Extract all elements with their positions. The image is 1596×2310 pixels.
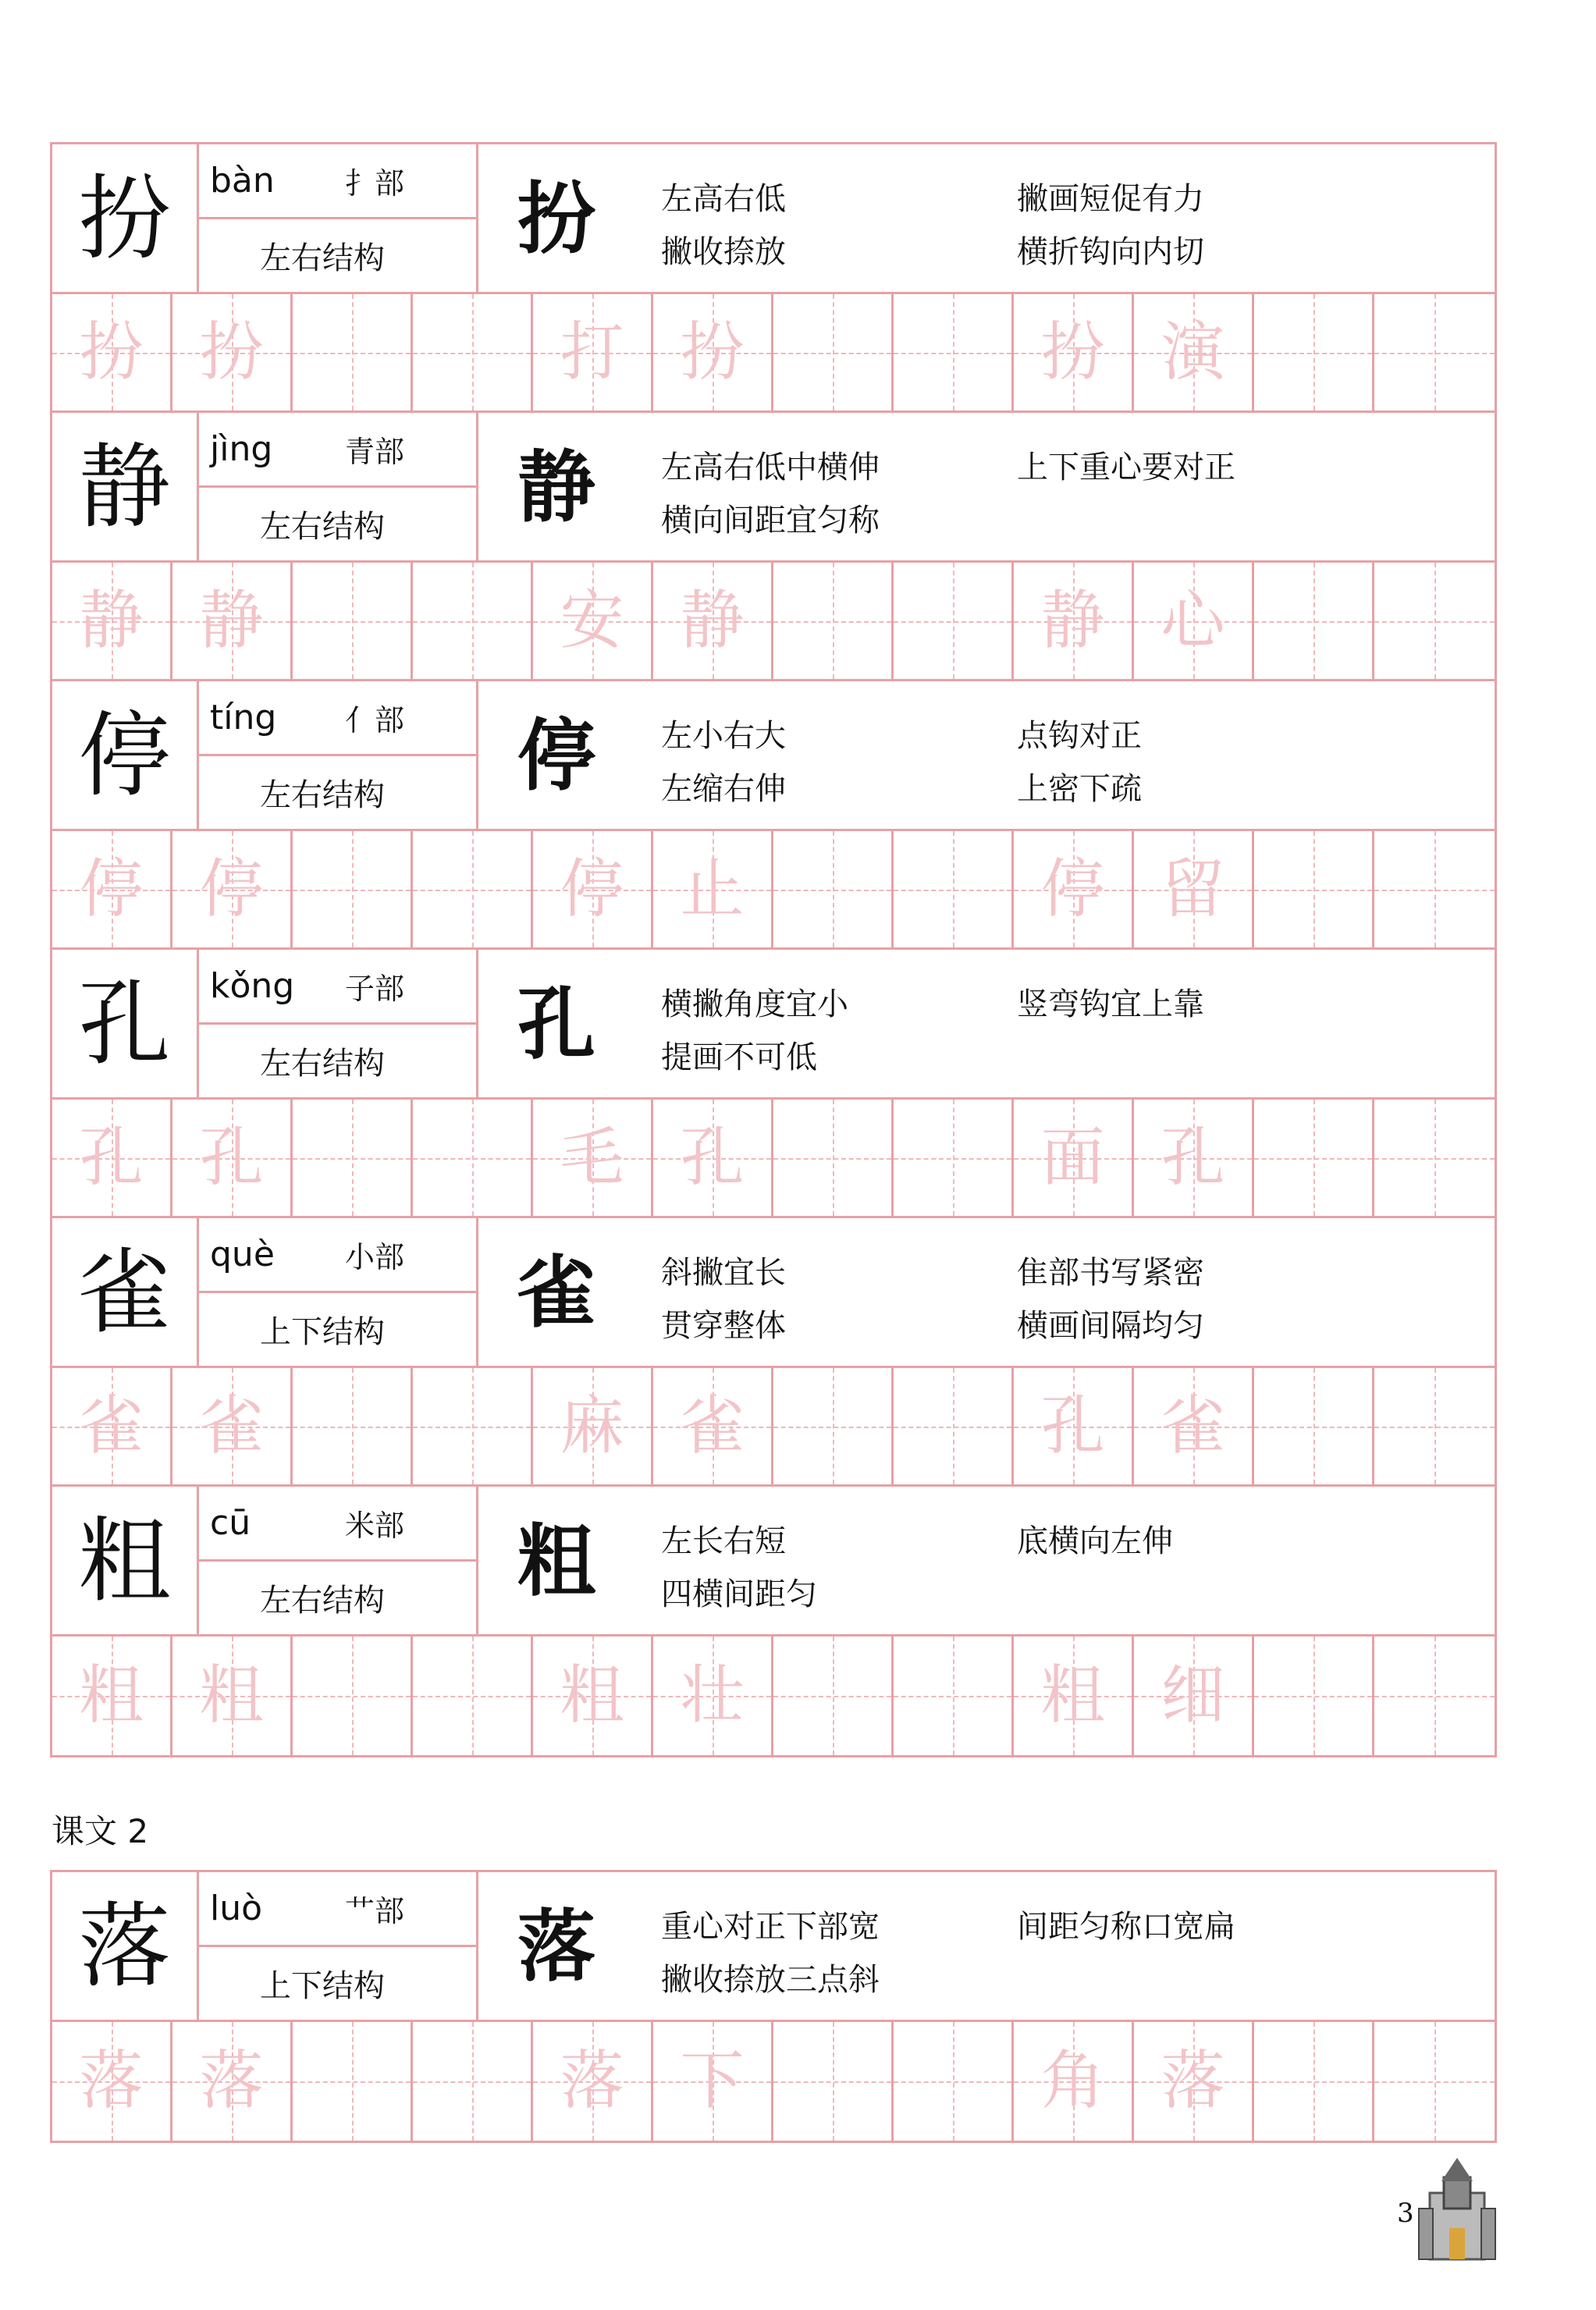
trace-character: 下: [680, 2044, 745, 2118]
character-meta: [199, 144, 478, 292]
publisher-logo-icon: [1414, 2154, 1500, 2263]
writing-tips: [634, 681, 1495, 829]
radical: 亻部: [344, 703, 404, 737]
practice-cell[interactable]: [52, 1368, 172, 1484]
practice-cell[interactable]: [1134, 2022, 1254, 2141]
character-info-row: [52, 681, 1495, 831]
practice-cell[interactable]: [533, 1100, 653, 1216]
tip-4: 上密下疏: [1017, 771, 1142, 807]
pinyin-cell: [199, 1218, 476, 1293]
practice-cell[interactable]: [1374, 1100, 1495, 1216]
practice-cell[interactable]: [653, 1368, 773, 1484]
radical: 小部: [344, 1240, 404, 1274]
practice-cell[interactable]: [653, 294, 773, 410]
practice-cell[interactable]: [293, 294, 413, 410]
practice-cell[interactable]: [293, 1100, 413, 1216]
stroke-guide: [478, 413, 634, 560]
practice-row: [52, 563, 1495, 681]
stroke-guide: [478, 144, 634, 292]
practice-cell[interactable]: [52, 831, 172, 947]
practice-cell[interactable]: [1374, 294, 1495, 410]
character-meta: [199, 950, 478, 1097]
trace-character: 停: [199, 851, 264, 926]
practice-cell[interactable]: [653, 1637, 773, 1755]
practice-cell[interactable]: [293, 2022, 413, 2141]
practice-cell[interactable]: [1374, 1637, 1495, 1755]
radical: 米部: [344, 1509, 404, 1543]
practice-cell[interactable]: [533, 831, 653, 947]
character-meta: [199, 1218, 478, 1366]
character-info-row: [52, 1218, 1495, 1368]
structure: 左右结构: [260, 509, 385, 545]
practice-cell[interactable]: [1254, 1100, 1374, 1216]
practice-cell[interactable]: [413, 1637, 533, 1755]
tip-2: 贯穿整体: [661, 1308, 786, 1344]
practice-cell[interactable]: [172, 294, 293, 410]
pinyin: bàn: [210, 161, 275, 201]
trace-character: 孔: [680, 1120, 745, 1195]
practice-cell[interactable]: [172, 563, 293, 679]
radical: 艹部: [344, 1894, 404, 1928]
trace-character: 演: [1161, 315, 1225, 389]
tip-4: 横折钩向内切: [1017, 234, 1204, 270]
page-number: 3: [1397, 2198, 1414, 2229]
practice-cell[interactable]: [172, 1637, 293, 1755]
tip-1: 重心对正下部宽: [661, 1909, 880, 1945]
practice-cell[interactable]: [52, 563, 172, 679]
practice-cell[interactable]: [1134, 1100, 1254, 1216]
stroke-guide-character: 扮: [517, 172, 595, 265]
practice-cell[interactable]: [1134, 831, 1254, 947]
practice-cell[interactable]: [1254, 1637, 1374, 1755]
practice-cell[interactable]: [773, 294, 894, 410]
stroke-guide: [478, 1872, 634, 2020]
tip-1: 左小右大: [661, 718, 786, 754]
tip-2: 撇收捺放三点斜: [661, 1962, 880, 1998]
character-meta: [199, 413, 478, 560]
trace-character: 扮: [1040, 315, 1105, 389]
model-character: 雀: [52, 1218, 199, 1366]
structure: 左右结构: [260, 1046, 385, 1082]
practice-cell[interactable]: [52, 2022, 172, 2141]
trace-character: 雀: [199, 1388, 264, 1463]
practice-cell[interactable]: [653, 2022, 773, 2141]
practice-cell[interactable]: [293, 1637, 413, 1755]
tip-3: 上下重心要对正: [1017, 450, 1235, 485]
practice-cell[interactable]: [413, 831, 533, 947]
writing-tips: [634, 144, 1495, 292]
practice-cell[interactable]: [1134, 563, 1254, 679]
writing-tips: [634, 1872, 1495, 2020]
practice-cell[interactable]: [653, 563, 773, 679]
practice-row: [52, 1637, 1495, 1755]
writing-tips: [634, 413, 1495, 560]
structure: 左右结构: [260, 1583, 385, 1619]
tip-3: 撇画短促有力: [1017, 181, 1204, 217]
stroke-guide: [478, 681, 634, 829]
tip-1: 左高右低: [661, 181, 786, 217]
stroke-guide-character: 孔: [517, 977, 595, 1070]
practice-cell[interactable]: [1134, 1368, 1254, 1484]
pinyin-cell: [199, 1872, 476, 1947]
writing-tips: [634, 1487, 1495, 1634]
trace-character: 扮: [680, 315, 745, 389]
practice-cell[interactable]: [293, 1368, 413, 1484]
trace-character: 孔: [199, 1120, 264, 1195]
trace-character: 打: [560, 315, 624, 389]
practice-row: [52, 294, 1495, 413]
trace-character: 孔: [1161, 1120, 1225, 1195]
pinyin: cū: [210, 1503, 251, 1543]
practice-row: [52, 1100, 1495, 1218]
trace-character: 雀: [680, 1388, 745, 1463]
practice-cell[interactable]: [1254, 1368, 1374, 1484]
pinyin-cell: [199, 950, 476, 1025]
practice-cell[interactable]: [894, 1637, 1014, 1755]
radical: 扌部: [344, 166, 404, 201]
practice-cell[interactable]: [533, 2022, 653, 2141]
practice-row: [52, 2022, 1495, 2141]
trace-character: 止: [680, 851, 745, 926]
pinyin-cell: [199, 144, 476, 219]
character-table-1: [50, 142, 1497, 1757]
trace-character: 粗: [79, 1658, 144, 1732]
tip-2: 横向间距宜匀称: [661, 503, 880, 538]
practice-cell[interactable]: [413, 294, 533, 410]
practice-cell[interactable]: [1374, 563, 1495, 679]
trace-character: 落: [79, 2044, 144, 2118]
character-info-row: [52, 144, 1495, 294]
trace-character: 角: [1040, 2044, 1105, 2118]
stroke-guide-character: 静: [517, 440, 595, 533]
trace-character: 粗: [199, 1658, 264, 1732]
practice-cell[interactable]: [413, 2022, 533, 2141]
stroke-guide: [478, 1218, 634, 1366]
character-meta: [199, 681, 478, 829]
character-info-row: [52, 1872, 1495, 2022]
practice-cell[interactable]: [773, 1637, 894, 1755]
practice-cell[interactable]: [172, 1100, 293, 1216]
trace-character: 心: [1161, 583, 1225, 658]
practice-cell[interactable]: [1014, 1368, 1134, 1484]
practice-cell[interactable]: [1374, 2022, 1495, 2141]
character-table-2: [50, 1870, 1497, 2143]
practice-cell[interactable]: [533, 294, 653, 410]
pinyin: luò: [210, 1889, 263, 1928]
practice-cell[interactable]: [1134, 294, 1254, 410]
practice-cell[interactable]: [1014, 1637, 1134, 1755]
practice-cell[interactable]: [52, 1100, 172, 1216]
practice-cell[interactable]: [293, 831, 413, 947]
trace-character: 毛: [560, 1120, 624, 1195]
writing-tips: [634, 950, 1495, 1097]
model-character: 停: [52, 681, 199, 829]
writing-tips: [634, 1218, 1495, 1366]
stroke-guide: [478, 1487, 634, 1634]
practice-cell[interactable]: [1014, 831, 1134, 947]
stroke-guide-character: 雀: [517, 1246, 595, 1338]
practice-row: [52, 1368, 1495, 1487]
trace-character: 停: [79, 851, 144, 926]
practice-cell[interactable]: [172, 1368, 293, 1484]
tip-1: 左长右短: [661, 1523, 786, 1559]
practice-cell[interactable]: [653, 1100, 773, 1216]
practice-cell[interactable]: [172, 2022, 293, 2141]
practice-cell[interactable]: [1014, 1100, 1134, 1216]
tip-3: 点钩对正: [1017, 718, 1142, 754]
trace-character: 雀: [79, 1388, 144, 1463]
pinyin: què: [210, 1235, 275, 1274]
practice-cell[interactable]: [773, 1368, 894, 1484]
trace-character: 安: [560, 583, 624, 658]
stroke-guide-character: 停: [517, 709, 595, 801]
trace-character: 留: [1161, 851, 1225, 926]
model-character: 扮: [52, 144, 199, 292]
model-character: 孔: [52, 950, 199, 1097]
practice-cell[interactable]: [773, 2022, 894, 2141]
trace-character: 孔: [1040, 1388, 1105, 1463]
trace-character: 粗: [1040, 1658, 1105, 1732]
trace-character: 面: [1040, 1120, 1105, 1195]
practice-cell[interactable]: [1014, 2022, 1134, 2141]
practice-cell[interactable]: [773, 1100, 894, 1216]
structure: 上下结构: [260, 1314, 385, 1350]
stroke-guide-character: 落: [517, 1900, 595, 1992]
practice-cell[interactable]: [1254, 294, 1374, 410]
tip-3: 底横向左伸: [1017, 1523, 1173, 1559]
character-meta: [199, 1487, 478, 1634]
radical: 子部: [344, 972, 404, 1006]
trace-character: 麻: [560, 1388, 624, 1463]
pinyin: kǒng: [210, 966, 295, 1006]
tip-1: 横撇角度宜小: [661, 986, 848, 1022]
structure: 上下结构: [260, 1968, 385, 2004]
trace-character: 孔: [79, 1120, 144, 1195]
structure: 左右结构: [260, 240, 385, 276]
model-character: 粗: [52, 1487, 199, 1634]
tip-1: 斜撇宜长: [661, 1255, 786, 1291]
trace-character: 落: [560, 2044, 624, 2118]
character-meta: [199, 1872, 478, 2020]
practice-cell[interactable]: [773, 563, 894, 679]
tip-2: 左缩右伸: [661, 771, 786, 807]
character-info-row: [52, 950, 1495, 1100]
practice-cell[interactable]: [1014, 563, 1134, 679]
practice-cell[interactable]: [894, 563, 1014, 679]
trace-character: 细: [1161, 1658, 1225, 1732]
trace-character: 落: [199, 2044, 264, 2118]
practice-cell[interactable]: [894, 1368, 1014, 1484]
character-info-row: [52, 413, 1495, 563]
trace-character: 停: [1040, 851, 1105, 926]
practice-cell[interactable]: [1254, 563, 1374, 679]
practice-cell[interactable]: [172, 831, 293, 947]
practice-row: [52, 831, 1495, 950]
character-info-row: [52, 1487, 1495, 1637]
practice-cell[interactable]: [894, 1100, 1014, 1216]
practice-cell[interactable]: [533, 1368, 653, 1484]
stroke-guide: [478, 950, 634, 1097]
practice-cell[interactable]: [1254, 831, 1374, 947]
practice-cell[interactable]: [533, 1637, 653, 1755]
trace-character: 扮: [79, 315, 144, 389]
tip-4: 横画间隔均匀: [1017, 1308, 1204, 1344]
tip-1: 左高右低中横伸: [661, 450, 880, 485]
tip-2: 撇收捺放: [661, 234, 786, 270]
practice-cell[interactable]: [293, 563, 413, 679]
trace-character: 粗: [560, 1658, 624, 1732]
trace-character: 停: [560, 851, 624, 926]
practice-cell[interactable]: [894, 831, 1014, 947]
practice-cell[interactable]: [52, 1637, 172, 1755]
tip-3: 隹部书写紧密: [1017, 1255, 1204, 1291]
radical: 青部: [344, 435, 404, 469]
model-character: 落: [52, 1872, 199, 2020]
tip-2: 四横间距匀: [661, 1576, 817, 1612]
practice-cell[interactable]: [413, 1368, 533, 1484]
practice-cell[interactable]: [533, 563, 653, 679]
practice-cell[interactable]: [773, 831, 894, 947]
pinyin: tíng: [210, 698, 277, 737]
pinyin: jìng: [210, 429, 273, 469]
tip-2: 提画不可低: [661, 1040, 817, 1075]
trace-character: 雀: [1161, 1388, 1225, 1463]
practice-cell[interactable]: [1374, 1368, 1495, 1484]
trace-character: 静: [199, 583, 264, 658]
practice-cell[interactable]: [52, 294, 172, 410]
practice-cell[interactable]: [1014, 294, 1134, 410]
trace-character: 扮: [199, 315, 264, 389]
structure: 左右结构: [260, 777, 385, 813]
practice-cell[interactable]: [1134, 1637, 1254, 1755]
trace-character: 静: [1040, 583, 1105, 658]
practice-cell[interactable]: [653, 831, 773, 947]
practice-cell[interactable]: [894, 2022, 1014, 2141]
pinyin-cell: [199, 413, 476, 488]
practice-cell[interactable]: [1254, 2022, 1374, 2141]
tip-3: 间距匀称口宽扁: [1017, 1909, 1235, 1945]
trace-character: 壮: [680, 1658, 745, 1732]
tip-3: 竖弯钩宜上靠: [1017, 986, 1204, 1022]
practice-cell[interactable]: [413, 563, 533, 679]
model-character: 静: [52, 413, 199, 560]
practice-cell[interactable]: [413, 1100, 533, 1216]
trace-character: 静: [79, 583, 144, 658]
pinyin-cell: [199, 1487, 476, 1562]
trace-character: 落: [1161, 2044, 1225, 2118]
practice-cell[interactable]: [894, 294, 1014, 410]
stroke-guide-character: 粗: [517, 1514, 595, 1607]
trace-character: 静: [680, 583, 745, 658]
practice-cell[interactable]: [1374, 831, 1495, 947]
pinyin-cell: [199, 681, 476, 756]
section-title: 课文 2: [52, 1812, 149, 1850]
